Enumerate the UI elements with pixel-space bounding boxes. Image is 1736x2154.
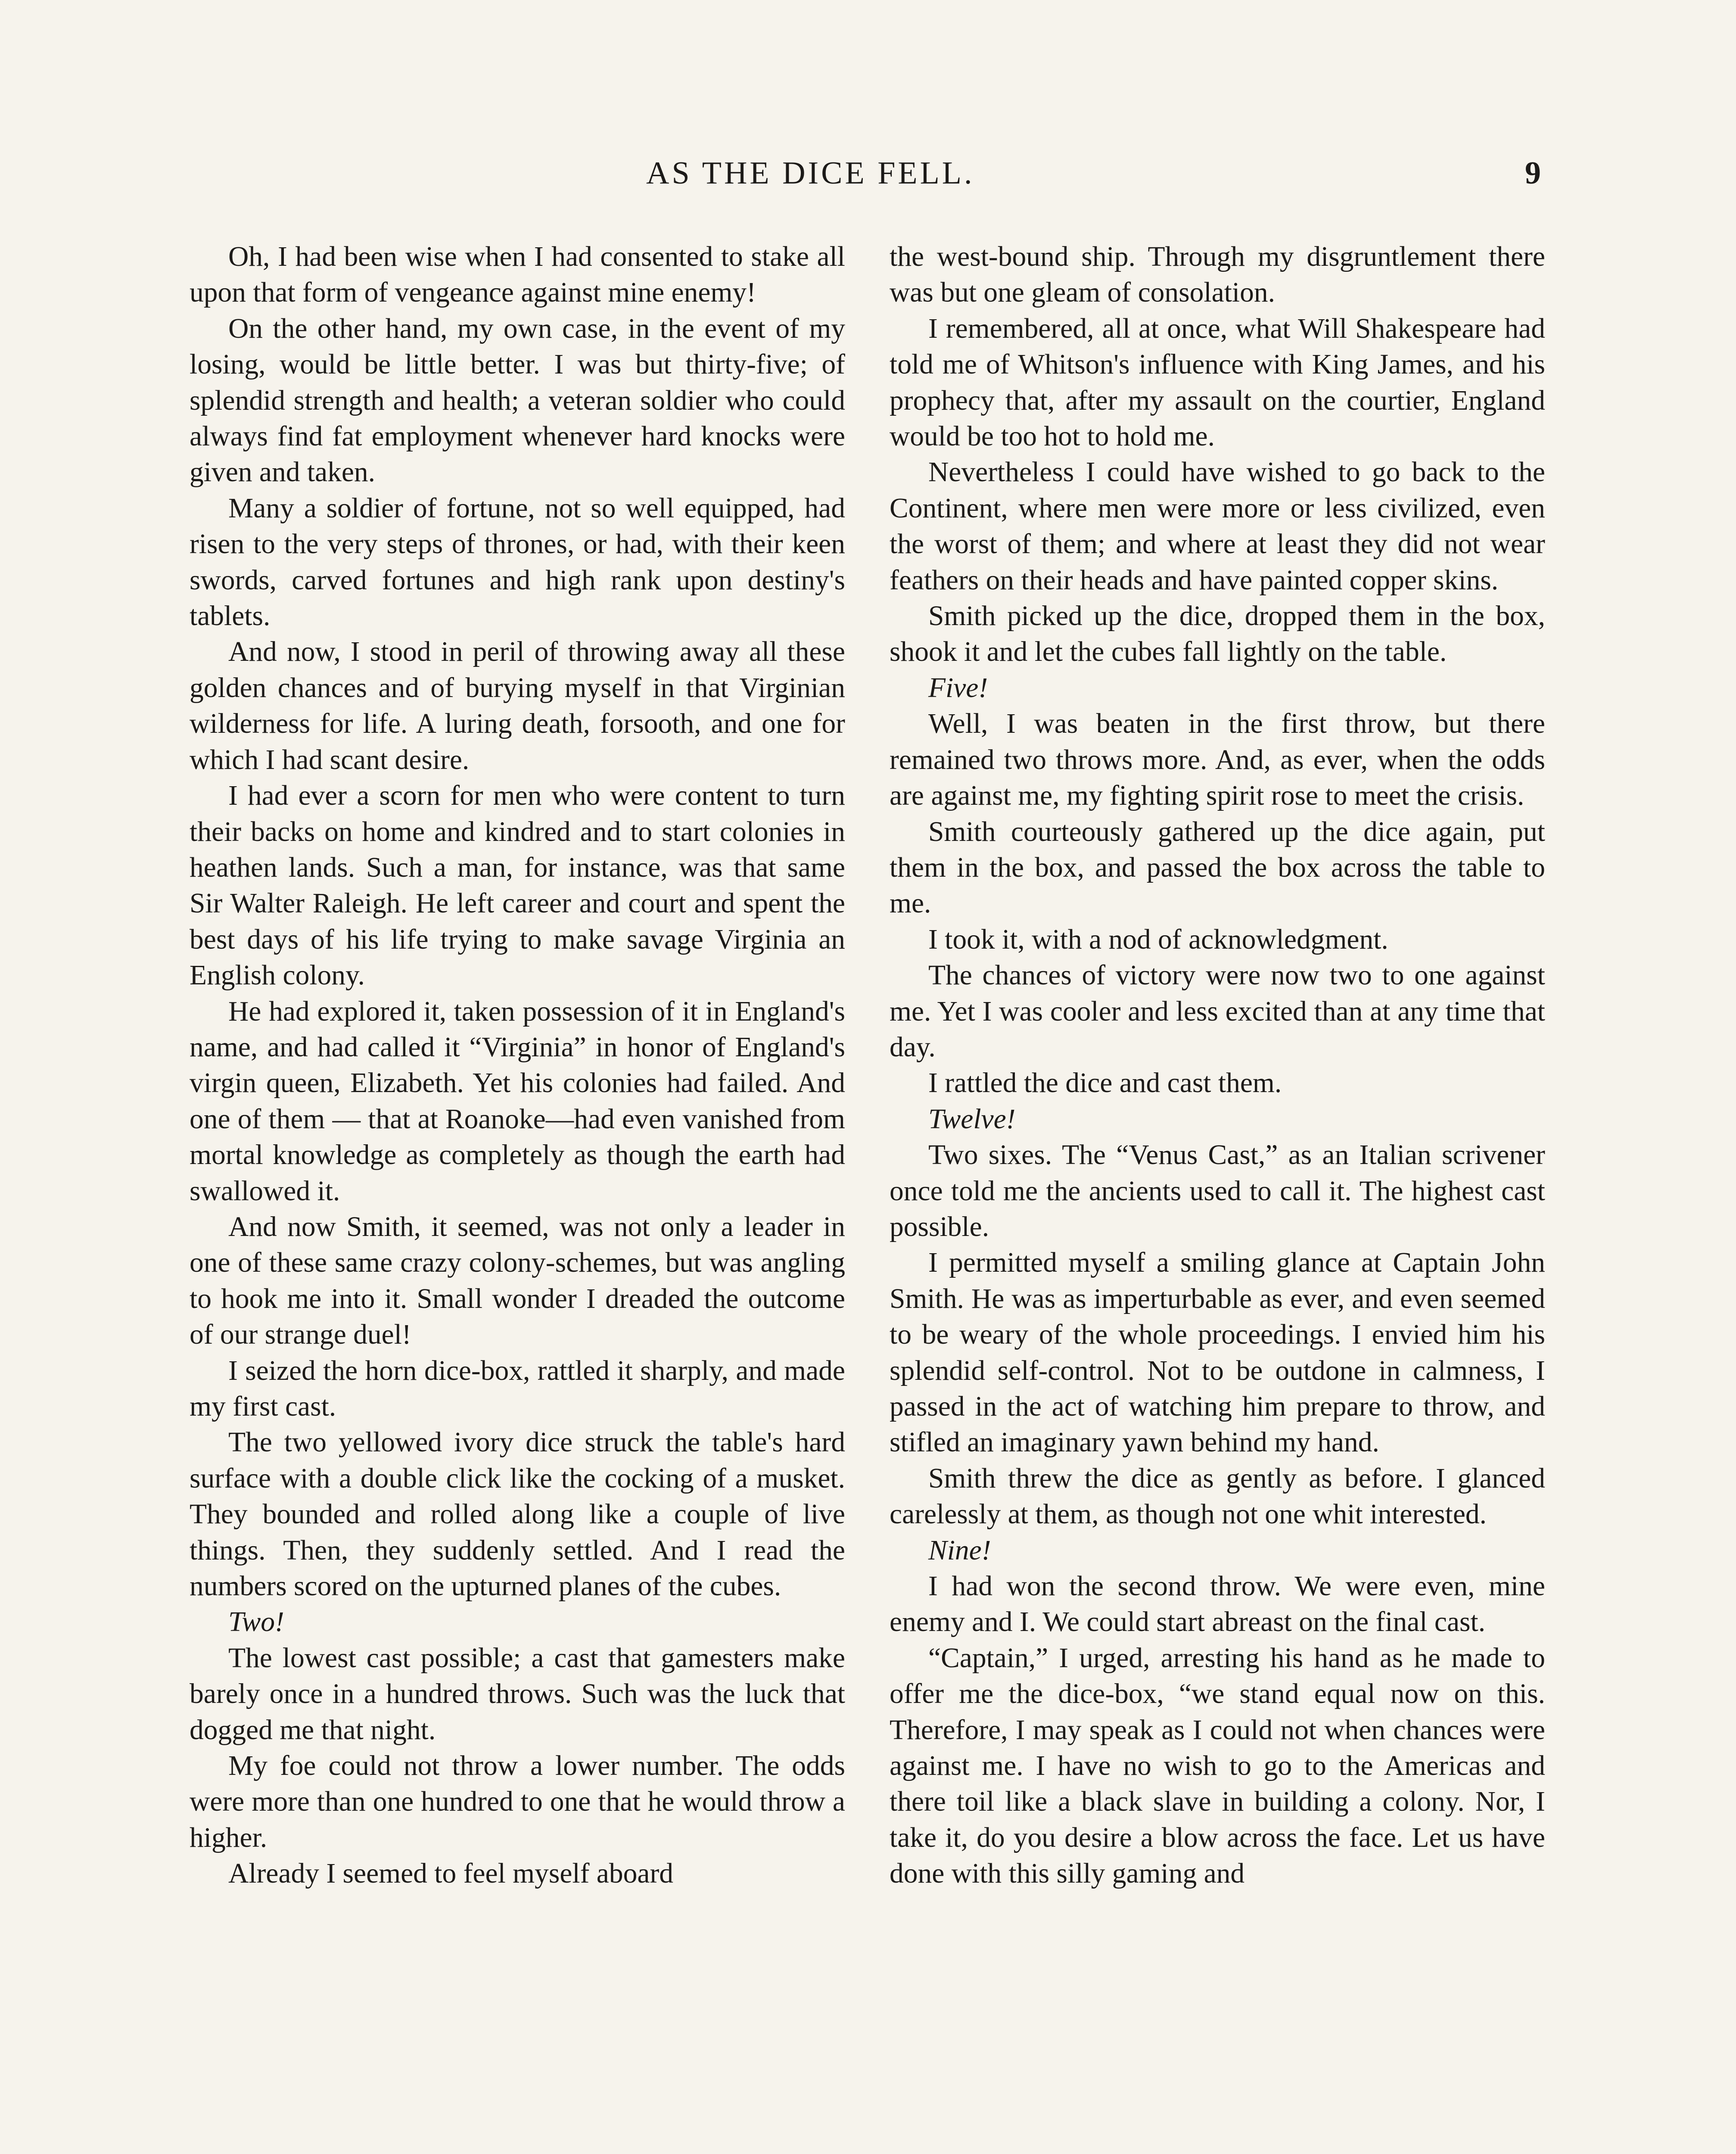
paragraph: Twelve!	[928, 1103, 1016, 1135]
paragraph: Smith threw the dice as gently as before. I glanced carelessly at them, as though not one whit interested.	[890, 1463, 1545, 1530]
paragraph: Two!	[228, 1606, 284, 1638]
paragraph: I had won the second throw. We were even, mine enemy and I. We could start abreast on the final cast.	[890, 1571, 1545, 1638]
paragraph: “Captain,” I urged, arresting his hand as he made to offer me the dice-box, “we stand equal now on this. Therefore, I may speak as I could not when chances were against me. I have no wish to go to the Americas and there toil like a black slave in building a colony. Nor, I take it, do you desire a blow across the face. Let us have done with this silly gaming and	[890, 1642, 1545, 1889]
paragraph: The lowest cast possible; a cast that gamesters make barely once in a hundred throws. Such was the luck that dogged me that night.	[190, 1642, 845, 1746]
paragraph: And now Smith, it seemed, was not only a leader in one of these same crazy colony-schemes, but was angling to hook me into it. Small wonder I dreaded the outcome of our strange duel!	[190, 1211, 845, 1351]
paragraph: Many a soldier of fortune, not so well equipped, had risen to the very steps of thrones, or had, with their keen swords, carved fortunes and high rank upon destiny's tablets.	[190, 492, 845, 632]
paragraph: The chances of victory were now two to one against me. Yet I was cooler and less excited than at any time that day.	[890, 960, 1545, 1063]
paragraph: My foe could not throw a lower number. The odds were more than one hundred to one that he would throw a higher.	[190, 1750, 845, 1853]
paragraph: The two yellowed ivory dice struck the table's hard surface with a double click like the cocking of a musket. They bounded and rolled along like a couple of live things. Then, they suddenly settled. And I read the numbers scored on the upturned planes of the cubes.	[190, 1427, 845, 1602]
paragraph: I took it, with a nod of acknowledgment.	[928, 924, 1388, 955]
paragraph: I rattled the dice and cast them.	[928, 1068, 1282, 1099]
paragraph: And now, I stood in peril of throwing away all these golden chances and of burying myself in that Virginian wilderness for life. A luring death, forsooth, and one for which I had scant desire.	[190, 636, 845, 775]
paragraph: the west-bound ship. Through my disgruntlement there was but one gleam of consolation.	[890, 241, 1545, 308]
paragraph: I permitted myself a smiling glance at Captain John Smith. He was as imperturbable as ever, and even seemed to be weary of the whole proceedings. I envied him his splendid self-control. Not to be outdone in calmness, I passed in the act of watching him prepare to throw, and stifled an imaginary yawn behind my hand.	[890, 1247, 1545, 1458]
paragraph: I remembered, all at once, what Will Shakespeare had told me of Whitson's influence with King James, and his prophecy that, after my assault on the courtier, England would be too hot to hold me.	[890, 313, 1545, 452]
paragraph: He had explored it, taken possession of it in England's name, and had called it “Virginia” in honor of England's virgin queen, Elizabeth. Yet his colonies had failed. And one of them — that at Roanoke—had even vanished from mortal knowledge as completely as though the earth had swallowed it.	[190, 996, 845, 1207]
paragraph: On the other hand, my own case, in the event of my losing, would be little better. I was but thirty-five; of splendid strength and health; a veteran soldier who could always find fat employment whenever hard knocks were given and taken.	[190, 313, 845, 488]
paragraph: I had ever a scorn for men who were content to turn their backs on home and kindred and to start colonies in heathen lands. Such a man, for instance, was that same Sir Walter Raleigh. He left career and court and spent the best days of his life trying to make savage Virginia an English colony.	[190, 780, 845, 991]
running-title: AS THE DICE FELL.	[646, 156, 975, 191]
paragraph: Oh, I had been wise when I had consented to stake all upon that form of vengeance against mine enemy!	[190, 241, 845, 308]
left-column	[190, 239, 845, 1892]
paragraph: Two sixes. The “Venus Cast,” as an Italian scrivener once told me the ancients used to call it. The highest cast possible.	[890, 1139, 1545, 1242]
paragraph: Smith picked up the dice, dropped them in the box, shook it and let the cubes fall lightly on the table.	[890, 601, 1545, 668]
right-column	[890, 239, 1545, 1892]
paragraph: Nine!	[928, 1535, 991, 1566]
paragraph: Smith courteously gathered up the dice again, put them in the box, and passed the box across the table to me.	[890, 816, 1545, 919]
paragraph: I seized the horn dice-box, rattled it sharply, and made my first cast.	[190, 1355, 845, 1422]
paragraph: Five!	[928, 672, 988, 703]
paragraph: Nevertheless I could have wished to go back to the Continent, where men were more or less civilized, even the worst of them; and where at least they did not wear feathers on their heads and have painted copper skins.	[890, 457, 1545, 596]
paragraph: Already I seemed to feel myself aboard	[228, 1858, 674, 1889]
page-number: 9	[1525, 156, 1541, 191]
paragraph: Well, I was beaten in the first throw, but there remained two throws more. And, as ever, when the odds are against me, my fighting spirit rose to meet the crisis.	[890, 708, 1545, 812]
